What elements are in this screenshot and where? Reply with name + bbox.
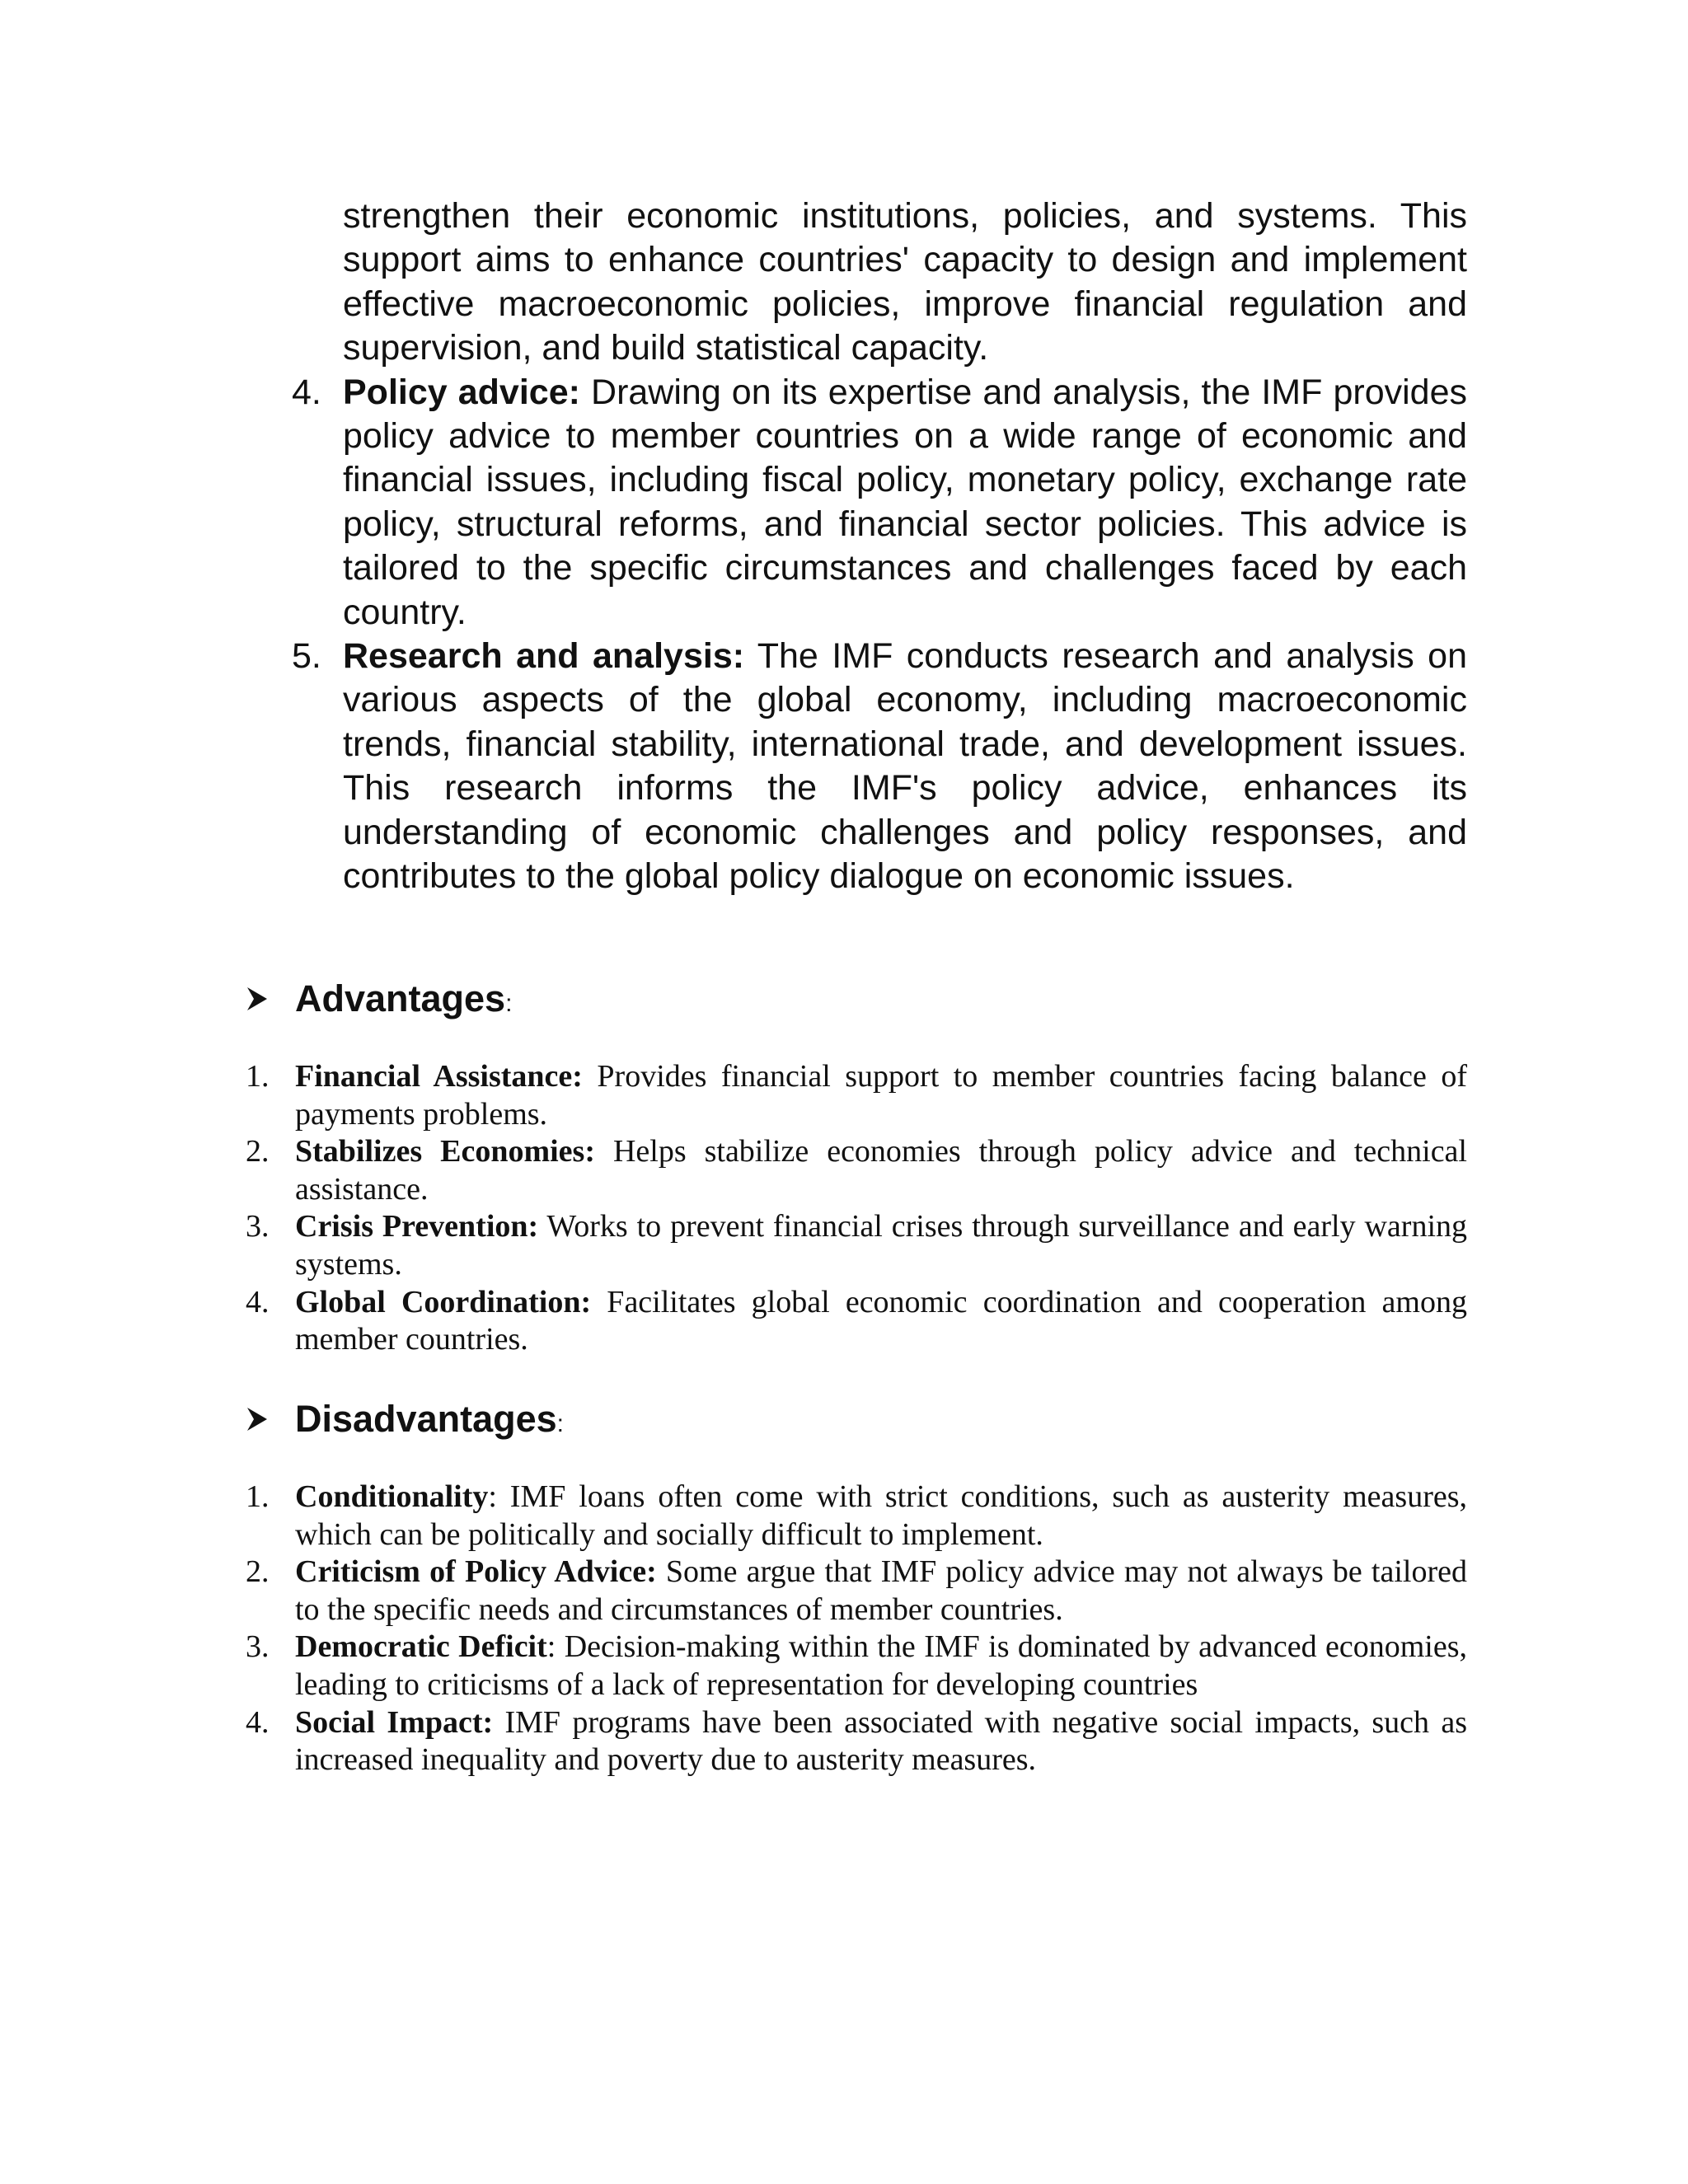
functions-list: [292, 194, 1467, 899]
item-title: Conditionality: [295, 1479, 489, 1514]
item-text: Helps stabilize economies through policy advice and technical assistance.: [295, 1134, 1467, 1207]
item-title: Policy advice:: [343, 372, 580, 412]
item-title: Stabilizes Economies:: [295, 1134, 595, 1169]
item-number: 4.: [292, 372, 321, 412]
item-number: 3.: [246, 1209, 270, 1244]
item-number: 1.: [246, 1059, 270, 1094]
disadvantages-heading: [246, 1398, 740, 1444]
item-text: IMF programs have been associated with negative social impacts, such as increased inequality and poverty due to austerity measures.: [295, 1704, 1467, 1778]
item-number: 1.: [246, 1479, 270, 1514]
item-text: Drawing on its expertise and analysis, the IMF provides policy advice to member countries on a wide range of economic and financial issues, including fiscal policy, monetary policy, exchange rate policy, structural reforms, and financial sector policies. This advice is tailored to the specific circumstances and challenges faced by each country.: [343, 372, 1467, 632]
item-text: : IMF loans often come with strict conditions, such as austerity measures, which can be politically and socially difficult to implement.: [295, 1479, 1467, 1552]
disadvantages-title: Disadvantages: [295, 1398, 557, 1440]
list-item: [292, 371, 1467, 635]
advantages-colon: :: [505, 990, 513, 1017]
list-item: [292, 635, 1467, 898]
arrow-bullet-icon: [246, 982, 270, 1015]
list-item: [246, 1208, 1467, 1283]
item-title: Criticism of Policy Advice:: [295, 1554, 657, 1590]
item-title: Global Coordination:: [295, 1284, 592, 1319]
item-number: 5.: [292, 636, 321, 677]
item-title: Social Impact:: [295, 1704, 494, 1740]
list-item: [246, 1554, 1467, 1629]
list-item: [246, 1133, 1467, 1208]
item-number: 2.: [246, 1554, 270, 1590]
arrow-bullet-icon: [246, 1403, 270, 1436]
item-title: Research and analysis:: [343, 636, 745, 677]
list-item: [292, 194, 1467, 371]
item-text: Works to prevent financial crises through surveillance and early warning systems.: [295, 1209, 1467, 1282]
list-item: [246, 1479, 1467, 1554]
item-text: strengthen their economic institutions, policies, and systems. This support aims to enhance countries' capacity to design and implement effective macroeconomic policies, improve financial regulation and supervision, and build statistical capacity.: [343, 196, 1467, 368]
item-title: Crisis Prevention:: [295, 1209, 539, 1244]
list-item: [246, 1284, 1467, 1359]
item-number: 4.: [246, 1284, 270, 1319]
item-text: : Decision-making within the IMF is dominated by advanced economies, leading to criticisms of a lack of representation for developing countries: [295, 1629, 1467, 1702]
item-title: Democratic Deficit: [295, 1629, 547, 1665]
advantages-list: [246, 1058, 1467, 1359]
item-number: 3.: [246, 1629, 270, 1665]
item-number: 4.: [246, 1704, 270, 1740]
disadvantages-list: [246, 1479, 1467, 1779]
list-item: [246, 1704, 1467, 1779]
item-text: Facilitates global economic coordination and cooperation among member countries.: [295, 1284, 1467, 1357]
item-text: The IMF conducts research and analysis on various aspects of the global economy, including macroeconomic trends, financial stability, international trade, and development issues. This research informs the IMF's policy advice, enhances its understanding of economic challenges and policy responses, and contributes to the global policy dialogue on economic issues.: [343, 636, 1467, 897]
item-text: Some argue that IMF policy advice may not always be tailored to the specific needs and circumstances of member countries.: [295, 1554, 1467, 1627]
list-item: [246, 1058, 1467, 1133]
item-number: 2.: [246, 1134, 270, 1169]
advantages-title: Advantages: [295, 977, 506, 1019]
list-item: [246, 1629, 1467, 1704]
item-title: Financial Assistance:: [295, 1059, 583, 1094]
advantages-heading: [246, 977, 740, 1024]
disadvantages-colon: :: [556, 1410, 564, 1437]
item-text: Provides financial support to member countries facing balance of payments problems.: [295, 1059, 1467, 1132]
